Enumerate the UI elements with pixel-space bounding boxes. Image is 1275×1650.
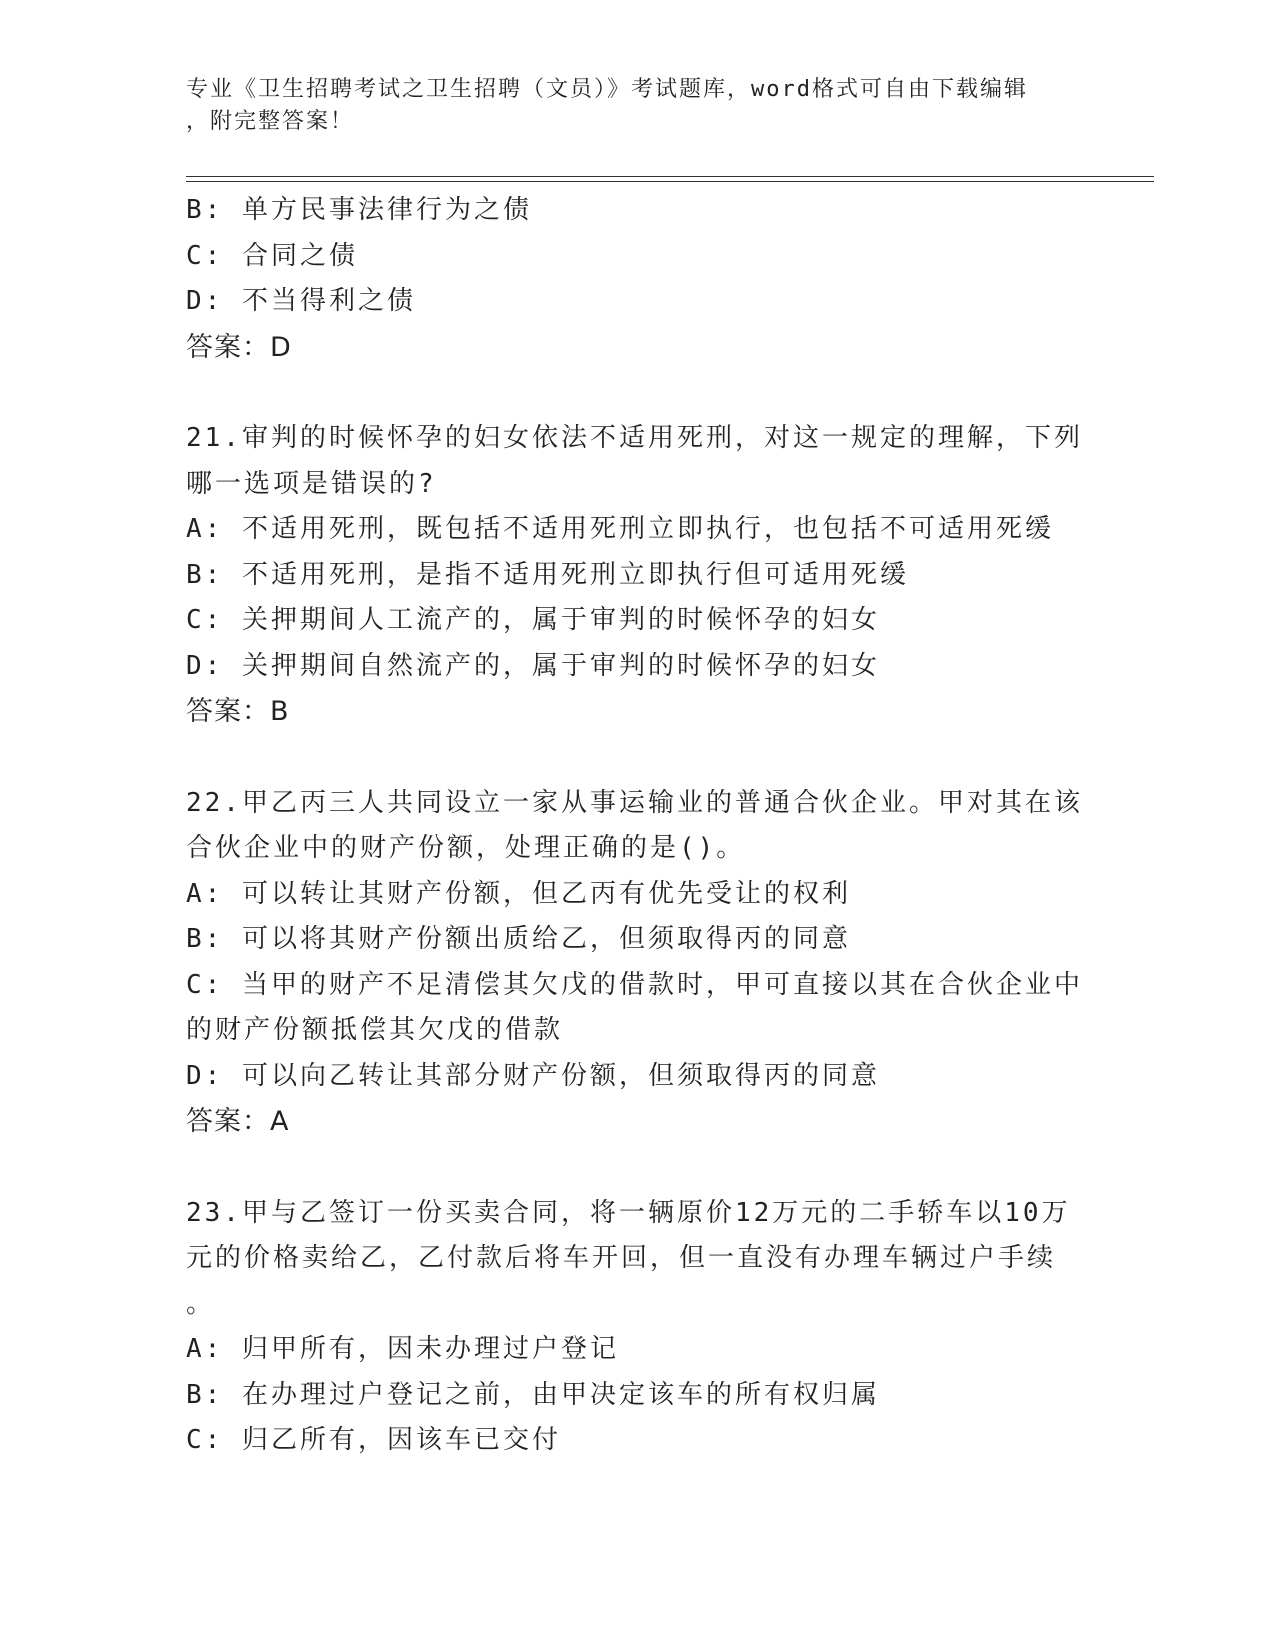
q22-option-d: D: 可以向乙转让其部分财产份额，但须取得丙的同意: [186, 1060, 880, 1091]
q21-answer: 答案：B: [186, 696, 290, 727]
header-line-1: 专业《卫生招聘考试之卫生招聘（文员）》考试题库，word格式可自由下载编辑: [186, 77, 1028, 102]
q23-stem-line-1: 23.甲与乙签订一份买卖合同，将一辆原价12万元的二手轿车以10万: [186, 1197, 1071, 1228]
spacer: [186, 735, 1076, 781]
question-content: [186, 188, 1083, 1464]
q23-option-c: C: 归乙所有，因该车已交付: [186, 1425, 561, 1455]
header-line-2: ，附完整答案！: [186, 109, 355, 134]
q21-option-b: B: 不适用死刑，是指不适用死刑立即执行但可适用死缓: [186, 559, 909, 590]
q22-option-b: B: 可以将其财产份额出质给乙，但须取得丙的同意: [186, 924, 851, 954]
q21-stem-line-1: 21.审判的时候怀孕的妇女依法不适用死刑，对这一规定的理解，下列: [186, 423, 1083, 453]
q22-stem-line-2: 合伙企业中的财产份额，处理正确的是()。: [186, 833, 746, 863]
question-21: [186, 416, 1083, 735]
q22-stem-line-1: 22.甲乙丙三人共同设立一家从事运输业的普通合伙企业。甲对其在该: [186, 787, 1083, 818]
q22-option-a: A: 可以转让其财产份额，但乙丙有优先受让的权利: [186, 878, 851, 909]
q23-option-b: B: 在办理过户登记之前，由甲决定该车的所有权归属: [186, 1379, 880, 1410]
q22-option-c-line-2: 的财产份额抵偿其欠戊的借款: [186, 1015, 564, 1045]
q23-stem-line-2: 元的价格卖给乙，乙付款后将车开回，但一直没有办理车辆过户手续: [186, 1243, 1057, 1273]
q21-stem-line-2: 哪一选项是错误的?: [186, 468, 437, 499]
q21-option-d: D: 关押期间自然流产的，属于审判的时候怀孕的妇女: [186, 650, 880, 681]
q21-option-c: C: 关押期间人工流产的，属于审判的时候怀孕的妇女: [186, 605, 880, 635]
q23-stem-line-3: 。: [186, 1288, 216, 1319]
q20-option-d: D: 不当得利之债: [186, 286, 416, 316]
document-header: [186, 74, 1066, 138]
q20-option-c: C: 合同之债: [186, 240, 358, 271]
q21-option-a: A: 不适用死刑，既包括不适用死刑立即执行，也包括不可适用死缓: [186, 514, 1054, 544]
q22-answer: 答案：A: [186, 1106, 290, 1137]
spacer: [186, 370, 1076, 416]
question-20-partial: [186, 188, 1076, 370]
question-23: [186, 1191, 1076, 1464]
q23-option-a: A: 归甲所有，因未办理过户登记: [186, 1334, 619, 1364]
q20-option-b: B: 单方民事法律行为之债: [186, 195, 532, 225]
question-22: [186, 781, 1083, 1145]
q20-answer: 答案：D: [186, 331, 292, 363]
q22-option-c-line-1: C: 当甲的财产不足清偿其欠戊的借款时，甲可直接以其在合伙企业中: [186, 969, 1083, 1000]
header-divider-top: [186, 176, 1154, 177]
spacer: [186, 1145, 1076, 1191]
header-divider-bottom: [186, 181, 1154, 182]
